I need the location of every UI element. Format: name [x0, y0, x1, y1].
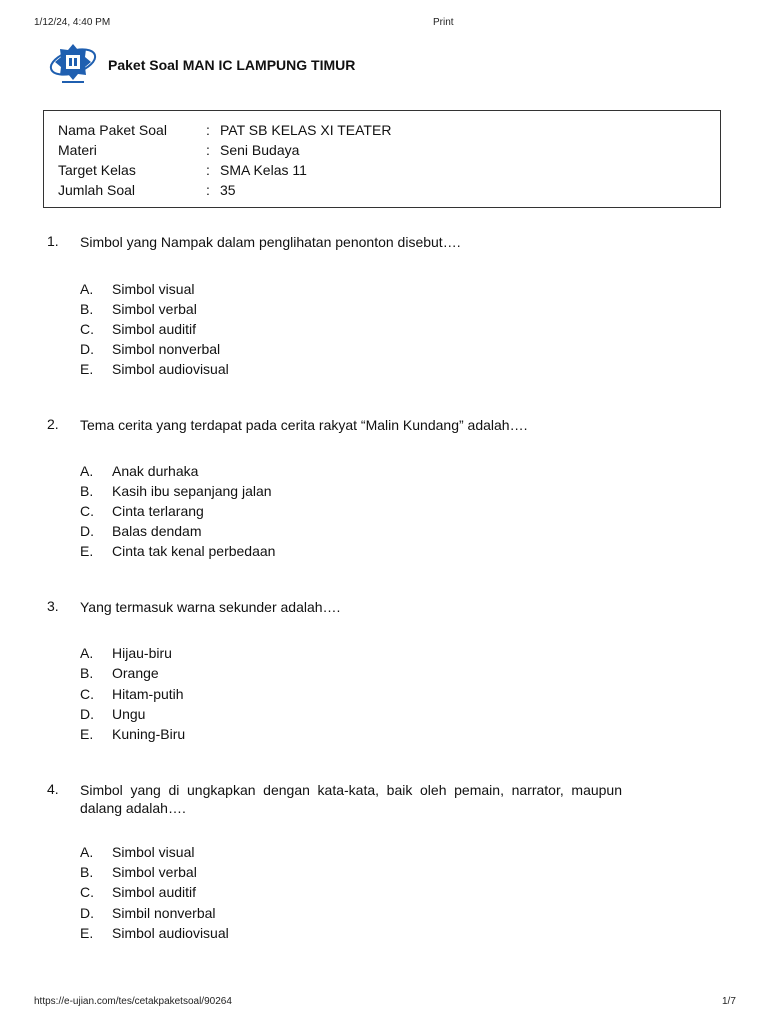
option-letter: A. [80, 645, 94, 661]
info-label: Materi [58, 142, 97, 158]
option-text: Ungu [112, 706, 146, 722]
option-text: Orange [112, 665, 159, 681]
info-separator: : [206, 162, 210, 178]
option-text: Hijau-biru [112, 645, 172, 661]
option-text: Simbol auditif [112, 321, 197, 337]
option-letter: B. [80, 483, 94, 499]
info-value: 35 [220, 182, 236, 198]
option-letter: B. [80, 864, 94, 880]
info-separator: : [206, 142, 210, 158]
question-text: Tema cerita yang terdapat pada cerita rakyat “Malin Kundang” adalah…. [80, 417, 528, 433]
option-letter: E. [80, 543, 94, 559]
option-letter: D. [80, 341, 94, 357]
option-text: Simbol nonverbal [112, 341, 221, 357]
option-letter: A. [80, 463, 94, 479]
option-letter: A. [80, 281, 94, 297]
option-letter: D. [80, 905, 94, 921]
option-letter: E. [80, 361, 94, 377]
option-letter: A. [80, 844, 94, 860]
option-text: Cinta tak kenal perbedaan [112, 543, 276, 559]
option-text: Simbol verbal [112, 301, 197, 317]
option-text: Simbol auditif [112, 884, 197, 900]
info-label: Target Kelas [58, 162, 136, 178]
option-letter: C. [80, 503, 94, 519]
option-text: Simbol visual [112, 844, 195, 860]
option-text: Simbol visual [112, 281, 195, 297]
option-letter: E. [80, 726, 94, 742]
question-number: 1. [47, 233, 59, 249]
option-text: Simbol audiovisual [112, 925, 229, 941]
option-text: Simbol verbal [112, 864, 197, 880]
option-letter: C. [80, 884, 94, 900]
info-separator: : [206, 122, 210, 138]
question-number: 3. [47, 598, 59, 614]
question-number: 2. [47, 416, 59, 432]
info-separator: : [206, 182, 210, 198]
question-text: Simbol yang Nampak dalam penglihatan penonton disebut…. [80, 234, 461, 250]
option-letter: D. [80, 523, 94, 539]
option-text: Kuning-Biru [112, 726, 186, 742]
page-title: Paket Soal MAN IC LAMPUNG TIMUR [108, 57, 356, 73]
info-box [43, 110, 721, 208]
info-value: PAT SB KELAS XI TEATER [220, 122, 392, 138]
option-text: Anak durhaka [112, 463, 199, 479]
page-number: 1/7 [722, 996, 736, 1007]
page-url: https://e-ujian.com/tes/cetakpaketsoal/90264 [34, 996, 232, 1007]
option-text: Cinta terlarang [112, 503, 204, 519]
question-number: 4. [47, 781, 59, 797]
print-title: Print [433, 17, 454, 28]
question-text: Simbol yang di ungkapkan dengan kata-kata, baik oleh pemain, narrator, maupun dalang adalah…. [80, 782, 622, 816]
info-value: Seni Budaya [220, 142, 300, 158]
option-text: Simbil nonverbal [112, 905, 216, 921]
info-value: SMA Kelas 11 [220, 162, 307, 178]
option-text: Hitam-putih [112, 686, 184, 702]
option-letter: B. [80, 301, 94, 317]
option-letter: C. [80, 321, 94, 337]
option-letter: D. [80, 706, 94, 722]
option-text: Simbol audiovisual [112, 361, 229, 377]
question-text: Yang termasuk warna sekunder adalah…. [80, 599, 341, 615]
option-text: Balas dendam [112, 523, 202, 539]
print-date: 1/12/24, 4:40 PM [34, 17, 111, 28]
option-letter: B. [80, 665, 94, 681]
info-label: Nama Paket Soal [58, 122, 167, 138]
option-text: Kasih ibu sepanjang jalan [112, 483, 272, 499]
option-letter: E. [80, 925, 94, 941]
option-letter: C. [80, 686, 94, 702]
school-logo-icon [48, 40, 98, 86]
info-label: Jumlah Soal [58, 182, 136, 198]
